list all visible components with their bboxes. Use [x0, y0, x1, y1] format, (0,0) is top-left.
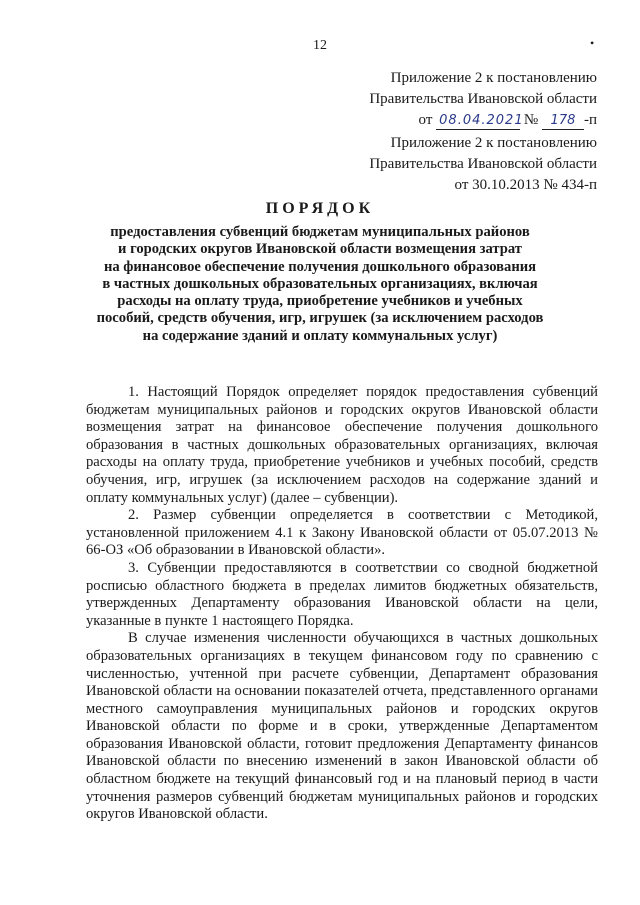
appendix-header-new	[369, 68, 597, 131]
number-suffix: -п	[583, 112, 597, 128]
from-label: от	[418, 112, 433, 128]
subtitle-line: в частных дошкольных образовательных организациях, включая	[102, 275, 538, 292]
subtitle-line: на финансовое обеспечение получения дошкольного образования	[103, 258, 537, 275]
appendix-old-line1: Приложение 2 к постановлению	[390, 135, 597, 151]
corner-mark: •	[590, 36, 595, 50]
appendix-old-line3: от 30.10.2013 № 434-п	[454, 177, 597, 193]
subtitle-line: расходы на оплату труда, приобретение учебников и учебных	[117, 293, 523, 310]
handwritten-date: 08.04.2021	[436, 113, 520, 130]
document-subtitle	[70, 224, 570, 345]
document-title: ПОРЯДОК	[265, 200, 375, 217]
paragraph-3: 3. Субвенции предоставляются в соответствии со сводной бюджетной росписью областного бюджета в пределах лимитов бюджетных обязательств, утвержденных Департаменту образования Ивановской области на цели, указанные в пункте 1 настоящего Порядка.	[86, 559, 598, 629]
document-body	[86, 384, 598, 824]
handwritten-number: 178	[542, 113, 584, 130]
appendix-header-old	[369, 133, 597, 196]
subtitle-line: пособий, средств обучения, игр, игрушек (за исключением расходов	[96, 310, 544, 327]
appendix-old-line2: Правительства Ивановской области	[369, 156, 597, 172]
subtitle-line: на содержание зданий и оплату коммунальных услуг)	[142, 327, 498, 344]
paragraph-1: 1. Настоящий Порядок определяет порядок предоставления субвенций бюджетам муниципальных районов и городских округов Ивановской области возмещения затрат на финансовое обеспечение получения дошкольного образования в частных дошкольных образовательных организациях, включая расходы на оплату труда, приобретение учебников и учебных пособий, средств обучения, игр, игрушек (за исключением расходов на содержание зданий и оплату коммунальных услуг) (далее – субвенции).	[86, 384, 598, 506]
subtitle-line: и городских округов Ивановской области возмещения затрат	[118, 241, 522, 258]
appendix-new-line2: Правительства Ивановской области	[369, 91, 597, 107]
appendix-new-line3	[369, 110, 597, 131]
paragraph-2: 2. Размер субвенции определяется в соответствии с Методикой, установленной приложением 4.1 к Закону Ивановской области от 05.07.2013 № 66-ОЗ «Об образовании в Ивановской области».	[86, 507, 598, 559]
paragraph-4: В случае изменения численности обучающихся в частных дошкольных образовательных организациях в текущем финансовом году по сравнению с численностью, учтенной при расчете субвенции, Департамент образования Ивановской области на основании показателей отчета, представленного органами местного самоуправления муниципальных районов и городских округов Ивановской области по форме и в сроки, утвержденные Департаментом образования Ивановской области, готовит предложения Департаменту финансов Ивановской области по внесению изменений в закон Ивановской области об областном бюджете на текущий финансовый год и на плановый период в части уточнения размеров субвенций бюджетам муниципальных районов и городских округов Ивановской области.	[86, 630, 598, 823]
number-sign: №	[523, 112, 539, 128]
subtitle-line: предоставления субвенций бюджетам муниципальных районов	[110, 224, 530, 240]
appendix-new-line1: Приложение 2 к постановлению	[390, 70, 597, 86]
page-number: 12	[313, 38, 327, 53]
